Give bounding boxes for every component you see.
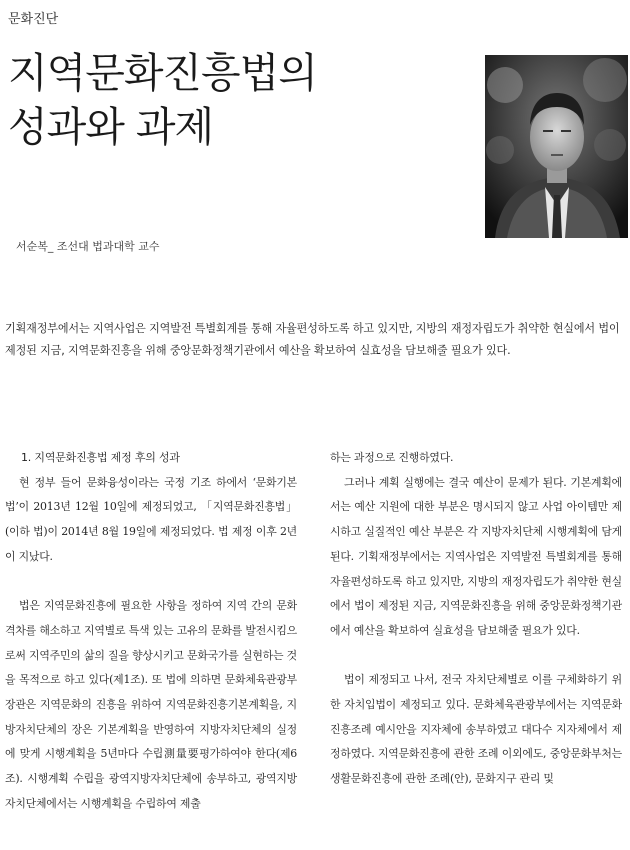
body-paragraph: 현 정부 들어 문화융성이라는 국정 기조 하에서 ‘문화기본법’이 2013년 12월 10일에 제정되었고, 「지역문화진흥법」(이하 법)이 2014년 8월 19일에 제정되었다. 법 제정 이후 2년이 지났다. [5, 475, 297, 563]
title-line-1: 지역문화진흥법의 [8, 49, 317, 97]
body-paragraph: 하는 과정으로 진행하였다. [330, 451, 454, 464]
title-line-2: 성과와 과제 [8, 103, 214, 151]
section-tag: 문화진단 [8, 12, 59, 27]
body-paragraph: 법이 제정되고 나서, 전국 자치단체별로 이를 구체화하기 위한 자치입법이 제정되고 있다. 문화체육관광부에서는 지역문화진흥조례 예시안을 지자체에 송부하였고 대다수 지자체에서 제정하였다. 지역문화진흥에 관한 조례 이외에도, 중앙문화부처는 생활문화진흥에 관한 조례(안), 문화지구 관리 및 [330, 673, 622, 786]
article-title [8, 46, 448, 154]
body-column-right [330, 446, 622, 792]
body-paragraph: 그러나 계획 실행에는 결국 예산이 문제가 된다. 기본계획에서는 예산 지원에 대한 부분은 명시되지 않고 사업 아이템만 제시하고 실질적인 예산 부분은 각 지방자치단체 시행계획에 담게 된다. 기획재정부에서는 지역사업은 지역발전 특별회계를 통해 자율편성하도록 하고 있지만, 지방의 재정자립도가 취약한 현실에서 법이 제정된 지금, 지역문화진흥을 위해 중앙문화정책기관에서 예산을 확보하여 실효성을 담보해줄 필요가 있다. [330, 475, 622, 637]
author-photo [485, 55, 628, 238]
author-byline: 서순복_ 조선대 법과대학 교수 [16, 240, 160, 253]
lead-summary: 기획재정부에서는 지역사업은 지역발전 특별회계를 통해 자율편성하도록 하고 있지만, 지방의 재정자립도가 취약한 현실에서 법이 제정된 지금, 지역문화진흥을 위해 중앙문화정책기관에서 예산을 확보하여 실효성을 담보해줄 필요가 있다. [5, 322, 620, 357]
body-paragraph: 법은 지역문화진흥에 필요한 사항을 정하여 지역 간의 문화 격차를 해소하고 지역별로 특색 있는 고유의 문화를 발전시킴으로써 지역주민의 삶의 질을 향상시키고 문화국가를 실현하는 것을 목적으로 하고 있다(제1조). 또 법에 의하면 문화체육관광부 장관은 지역문화의 진흥을 위하여 지역문화진흥기본계획을, 지방자치단체의 장은 기본계획을 반영하여 지방자치단체의 실정에 맞게 시행계획을 5년마다 수립測量要평가하여야 한다(제6조). 시행계획 수립을 광역지방자치단체에 송부하고, 광역지방자치단체에서는 시행계획을 수립하여 제출 [5, 599, 297, 810]
section-heading: 1. 지역문화진흥법 제정 후의 성과 [21, 451, 180, 464]
author-portrait-image [485, 55, 628, 238]
body-column-left [5, 446, 297, 817]
